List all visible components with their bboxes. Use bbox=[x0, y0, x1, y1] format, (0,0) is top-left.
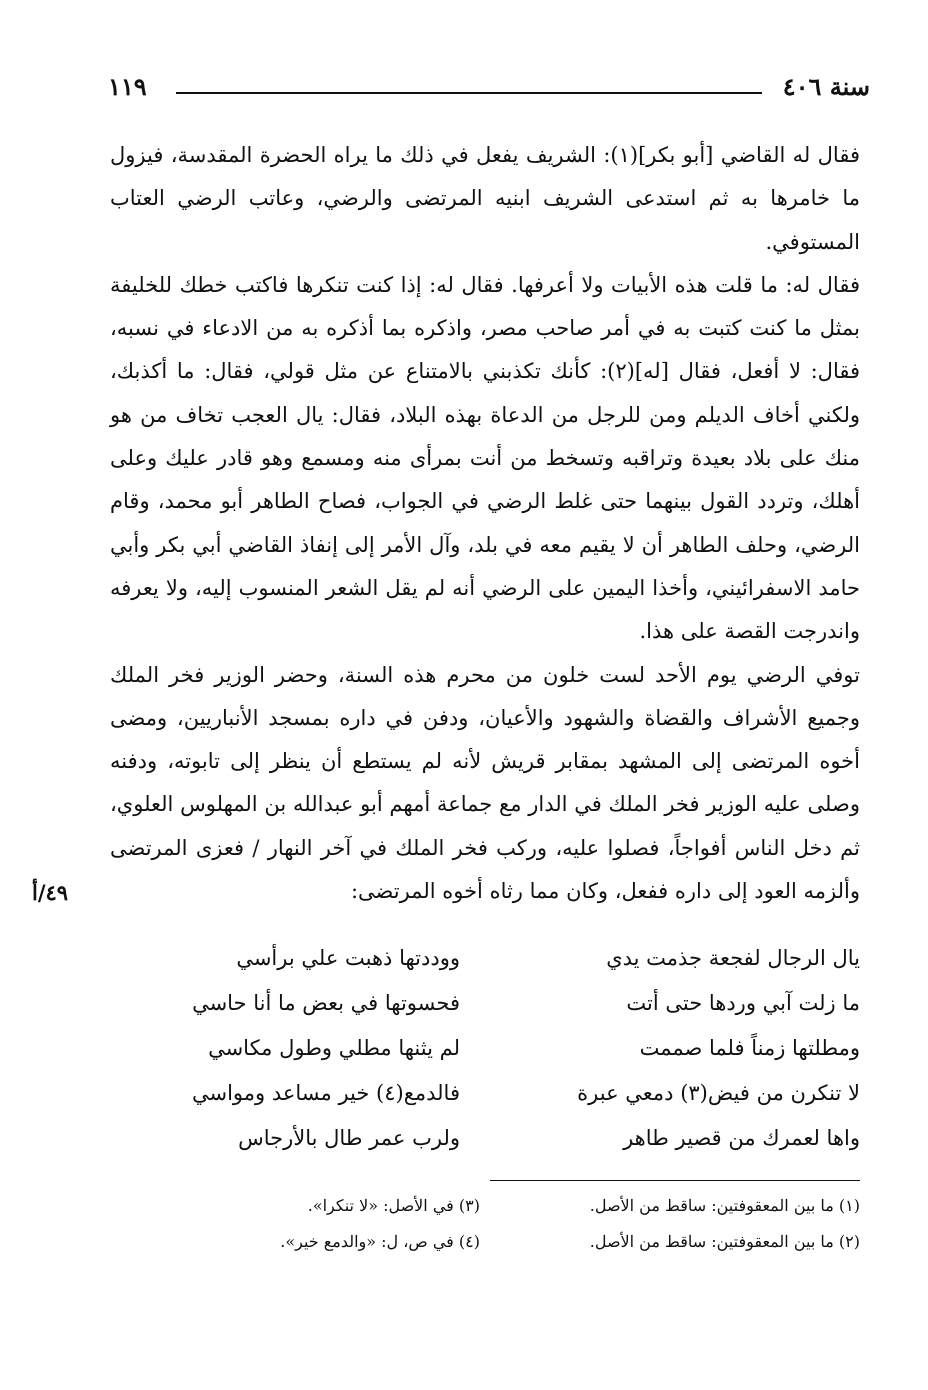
footnote: (٤) في ص، ل: «والدمع خير». bbox=[280, 1232, 480, 1251]
poem-first-hemistich: لا تنكرن من فيض(٣) دمعي عبرة bbox=[577, 1081, 860, 1105]
poem-verse bbox=[110, 936, 860, 981]
footnote-row bbox=[110, 1224, 860, 1260]
poem-verse bbox=[110, 1116, 860, 1161]
footnote: (١) ما بين المعقوفتين: ساقط من الأصل. bbox=[589, 1196, 860, 1215]
poem-first-hemistich: واها لعمرك من قصير طاهر bbox=[623, 1126, 860, 1150]
paragraph: فقال له القاضي [أبو بكر](١): الشريف يفعل في ذلك ما يراه الحضرة المقدسة، فيزول ما خامرها به ثم استدعى الشريف ابنيه المرتضى والرضي، وعاتب الرضي العتاب المستوفي. bbox=[110, 143, 860, 254]
poem-second-hemistich: لم يثنها مطلي وطول مكاسي bbox=[208, 1036, 460, 1060]
poem-verse bbox=[110, 1026, 860, 1071]
poem-verse bbox=[110, 981, 860, 1026]
page-number: ١١٩ bbox=[108, 72, 147, 101]
poem-second-hemistich: فالدمع(٤) خير مساعد ومواسي bbox=[192, 1081, 460, 1105]
footnote-rule bbox=[490, 1180, 860, 1181]
footnote: (٢) ما بين المعقوفتين: ساقط من الأصل. bbox=[589, 1232, 860, 1251]
poem-first-hemistich: ومطلتها زمناً فلما صممت bbox=[639, 1036, 860, 1060]
footnote-row bbox=[110, 1188, 860, 1224]
poem-first-hemistich: ما زلت آبي وردها حتى أتت bbox=[626, 991, 860, 1015]
paragraph: فقال له: ما قلت هذه الأبيات ولا أعرفها. فقال له: إذا كنت تنكرها فاكتب خطك للخليفة بمثل ما كنت كتبت به في أمر صاحب مصر، واذكره بما أذكره به من الادعاء في نسبه، فقال: لا أفعل، فقال [له](٢): كأنك تكذبني بالامتناع عن مثل قولي، فقال: ما أكذبك، ولكني أخاف الديلم ومن للرجل من الدعاة بهذه البلاد، فقال: يال العجب تخاف من هو منك على بلاد بعيدة وتراقبه وتسخط من أنت بمرأى منه ومسمع وهو قادر عليك وعلى أهلك، وتردد القول بينهما حتى غلط الرضي في الجواب، فصاح الطاهر أبو محمد، وقام الرضي، وحلف الطاهر أن لا يقيم معه في بلد، وآل الأمر إلى إنفاذ القاضي أبي بكر وأبي حامد الاسفرائيني، وأخذا اليمين على الرضي أنه لم يقل الشعر المنسوب إليه، ولا يعرفه واندرجت القصة على هذا. bbox=[110, 272, 860, 644]
page-header bbox=[108, 72, 870, 106]
poem-first-hemistich: يال الرجال لفجعة جذمت يدي bbox=[606, 946, 860, 970]
header-year: سنة ٤٠٦ bbox=[782, 72, 870, 101]
footnote: (٣) في الأصل: «لا تنكرا». bbox=[307, 1196, 480, 1215]
header-rule bbox=[176, 92, 762, 94]
poem-second-hemistich: ولرب عمر طال بالأرجاس bbox=[238, 1126, 460, 1150]
poem-verse bbox=[110, 1071, 860, 1116]
body-text bbox=[110, 134, 860, 913]
footnotes bbox=[110, 1188, 860, 1260]
poem bbox=[110, 936, 860, 1161]
margin-folio-note: ٤٩/أ bbox=[32, 880, 69, 905]
paragraph: توفي الرضي يوم الأحد لست خلون من محرم هذه السنة، وحضر الوزير فخر الملك وجميع الأشراف والقضاة والشهود والأعيان، ودفن في داره بمسجد الأنباريين، ومضى أخوه المرتضى إلى المشهد بمقابر قريش لأنه لم يستطع أن ينظر إلى تابوته، ودفنه وصلى عليه الوزير فخر الملك في الدار مع جماعة أمهم أبو عبدالله بن المهلوس العلوي، ثم دخل الناس أفواجاً، فصلوا عليه، وركب فخر الملك في آخر النهار / فعزى المرتضى وألزمه العود إلى داره ففعل، وكان مما رثاه أخوه المرتضى: bbox=[110, 662, 860, 904]
poem-second-hemistich: ووددتها ذهبت علي برأسي bbox=[236, 946, 460, 970]
poem-second-hemistich: فحسوتها في بعض ما أنا حاسي bbox=[192, 991, 460, 1015]
